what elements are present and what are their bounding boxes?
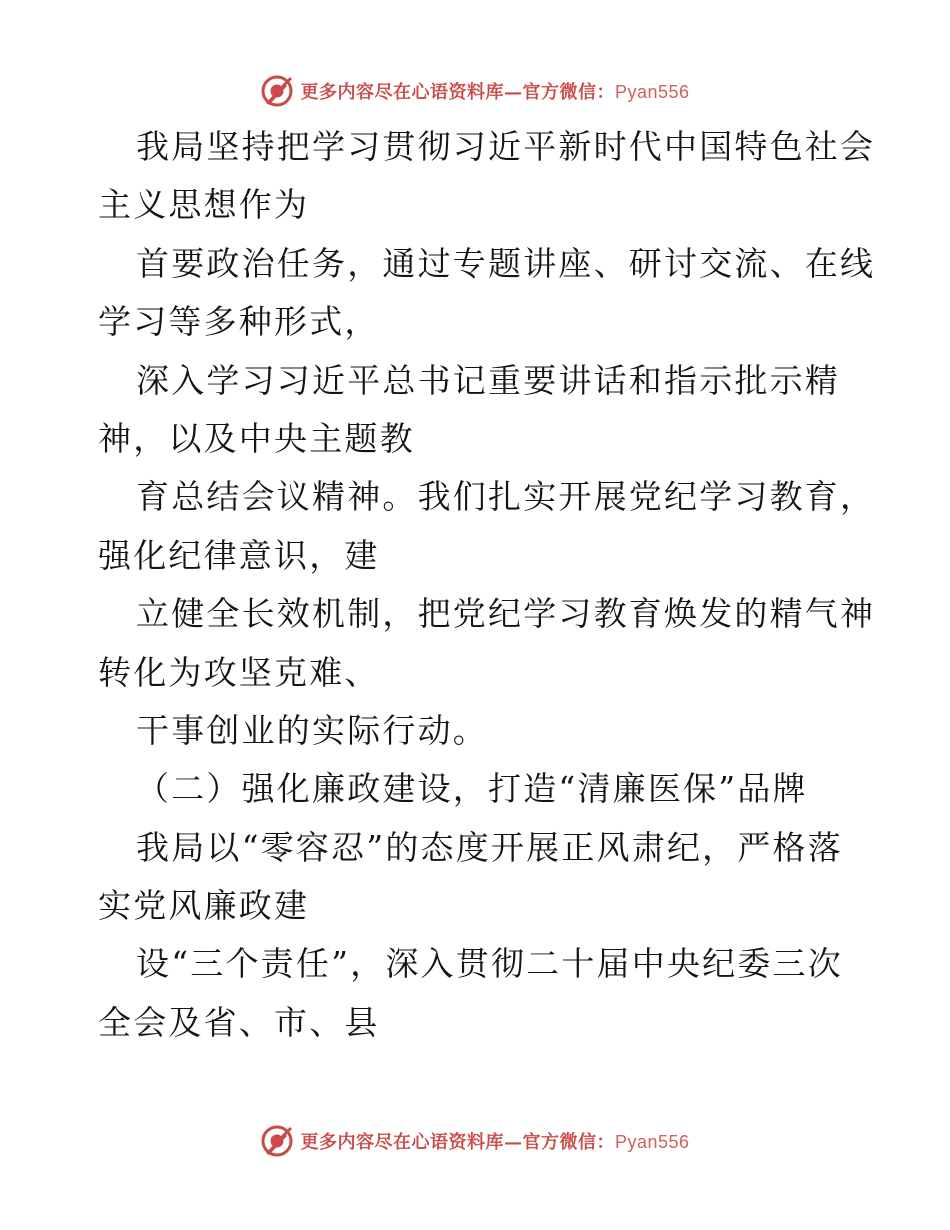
pen-logo-icon xyxy=(260,1124,294,1158)
watermark-wechat-id: Pyan556 xyxy=(614,1132,690,1152)
text-line: 我局以“零容忍”的态度开展正风肃纪，严格落 xyxy=(136,827,843,867)
text-line: 主义思想作为 xyxy=(98,185,310,225)
watermark-wechat-id: Pyan556 xyxy=(614,82,690,102)
text-line: 全会及省、市、县 xyxy=(98,1002,380,1042)
text-line: 首要政治任务，通过专题讲座、研讨交流、在线 xyxy=(136,243,876,283)
text-line: 转化为攻坚克难、 xyxy=(98,652,380,692)
pen-logo-icon xyxy=(260,74,294,108)
text-line: （二）强化廉政建设，打造“清廉医保”品牌 xyxy=(136,769,808,809)
text-line: 立健全长效机制，把党纪学习教育焕发的精气神 xyxy=(136,594,876,634)
text-line: 神，以及中央主题教 xyxy=(98,418,415,458)
text-line: 强化纪律意识，建 xyxy=(98,535,380,575)
footer-watermark xyxy=(0,1121,950,1161)
header-watermark xyxy=(0,71,950,111)
text-line: 学习等多种形式， xyxy=(98,302,380,342)
text-line: 我局坚持把学习贯彻习近平新时代中国特色社会 xyxy=(136,127,876,166)
text-line: 深入学习习近平总书记重要讲话和指示批示精 xyxy=(136,360,840,400)
document-body xyxy=(98,118,876,1052)
watermark-text: 更多内容尽在心语资料库—官方微信： xyxy=(300,82,615,103)
text-line: 实党风廉政建 xyxy=(98,886,310,926)
watermark-text: 更多内容尽在心语资料库—官方微信： xyxy=(300,1132,615,1153)
text-line: 育总结会议精神。我们扎实开展党纪学习教育， xyxy=(136,477,876,517)
text-line: 干事创业的实际行动。 xyxy=(136,710,488,750)
text-line: 设“三个责任”，深入贯彻二十届中央纪委三次 xyxy=(136,944,843,984)
